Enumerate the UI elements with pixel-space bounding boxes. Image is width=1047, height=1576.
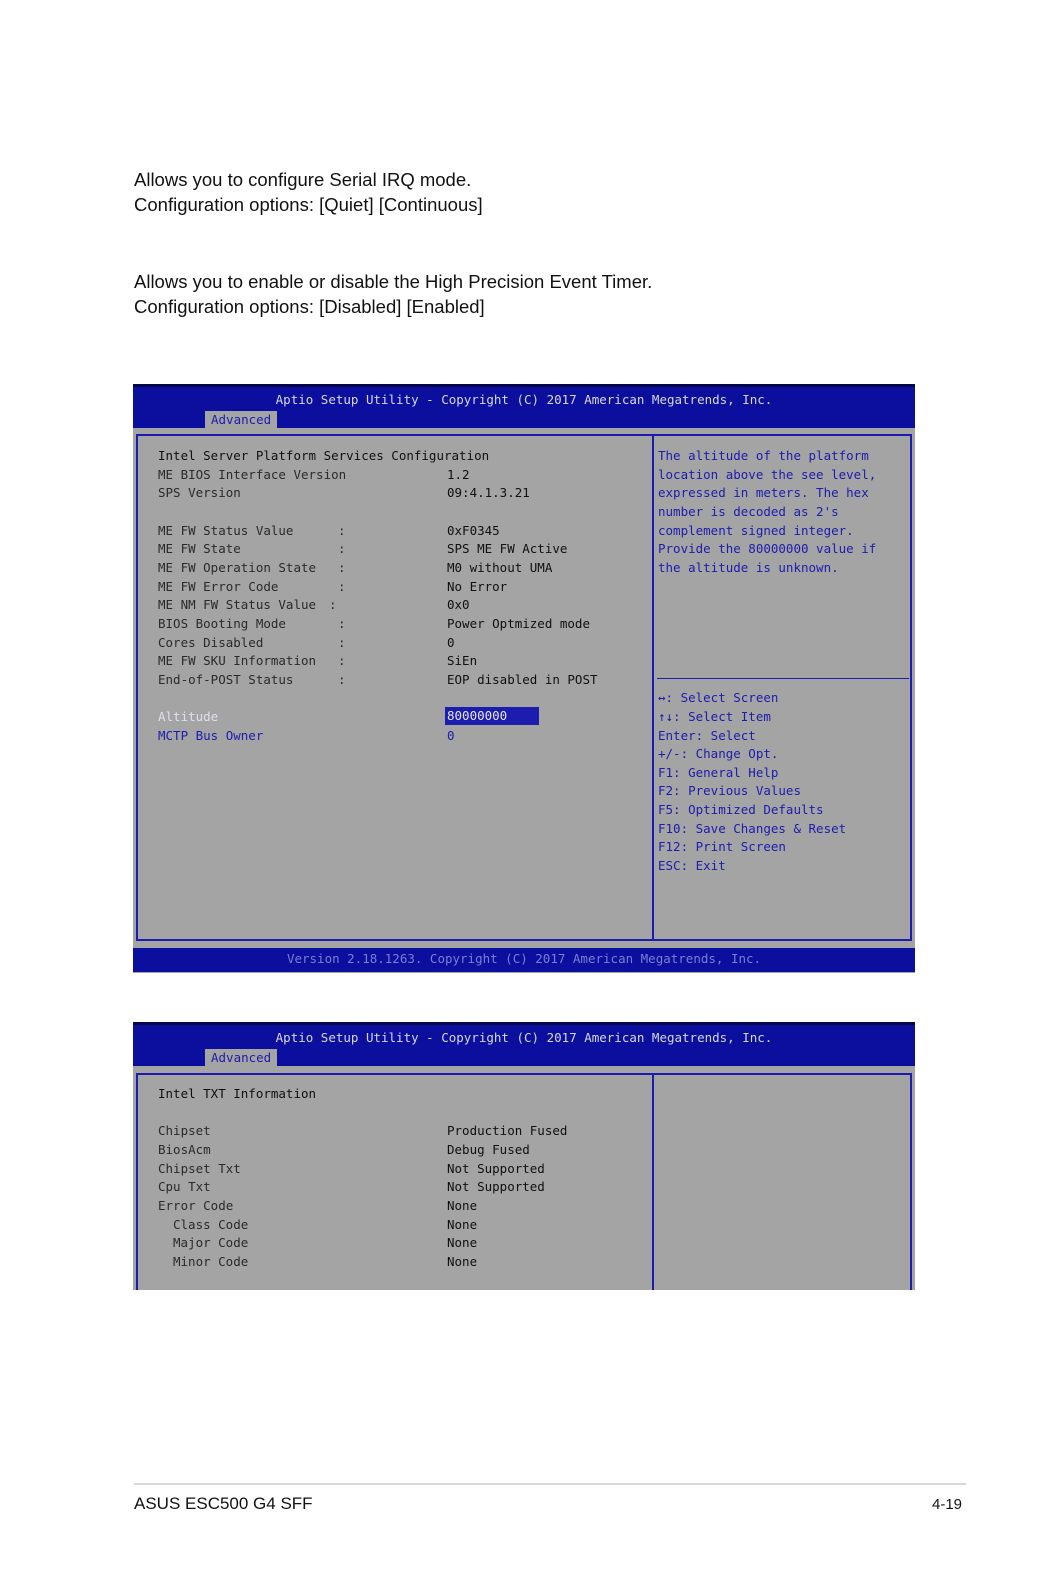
status-label: ME FW State <box>158 541 241 556</box>
key-hint: F12: Print Screen <box>658 839 786 854</box>
status-colon: : <box>338 672 346 687</box>
bios-frame-bottom <box>136 939 912 941</box>
txt-label: Chipset Txt <box>158 1161 241 1176</box>
serirq-options-line: Configuration options: [Quiet] [Continuous] <box>134 194 483 215</box>
status-value: Power Optmized mode <box>447 616 590 631</box>
status-colon: : <box>329 597 337 612</box>
footer-page-number: 4-19 <box>932 1496 963 1513</box>
help-line: the altitude is unknown. <box>658 560 839 575</box>
status-colon: : <box>338 560 346 575</box>
hpet-description <box>134 269 652 319</box>
key-hint: +/-: Change Opt. <box>658 746 779 761</box>
bios-title: Aptio Setup Utility - Copyright (C) 2017 American Megatrends, Inc. <box>275 1030 773 1045</box>
key-hint: F5: Optimized Defaults <box>658 802 824 817</box>
status-colon: : <box>338 541 346 556</box>
help-line: Provide the 80000000 value if <box>658 541 877 556</box>
altitude-input-highlight[interactable]: 80000000 <box>445 707 539 725</box>
key-hint: F1: General Help <box>658 765 779 780</box>
bios-title: Aptio Setup Utility - Copyright (C) 2017 American Megatrends, Inc. <box>275 392 773 407</box>
bios-header-bar <box>133 1022 915 1066</box>
serirq-description <box>134 167 483 217</box>
bios-header-bar <box>133 384 915 428</box>
hpet-options-line: Configuration options: [Disabled] [Enabled] <box>134 296 485 317</box>
txt-value: None <box>447 1254 478 1269</box>
txt-value: Debug Fused <box>447 1142 530 1157</box>
txt-value: Production Fused <box>447 1123 568 1138</box>
txt-label: Class Code <box>173 1217 249 1232</box>
txt-label: Chipset <box>158 1123 211 1138</box>
status-value: SPS ME FW Active <box>447 541 568 556</box>
key-hint: ESC: Exit <box>658 858 726 873</box>
status-colon: : <box>338 635 346 650</box>
key-hint: ↔: Select Screen <box>658 690 779 705</box>
txt-label: BiosAcm <box>158 1142 211 1157</box>
bios-version-footer: Version 2.18.1263. Copyright (C) 2017 American Megatrends, Inc. <box>133 948 915 972</box>
status-label: ME FW Error Code <box>158 579 279 594</box>
status-label: End-of-POST Status <box>158 672 294 687</box>
key-hint: F2: Previous Values <box>658 783 801 798</box>
status-colon: : <box>338 523 346 538</box>
hpet-desc-line1: Allows you to enable or disable the High Precision Event Timer. <box>134 271 653 292</box>
setting-altitude-value[interactable] <box>447 707 539 725</box>
help-line: location above the see level, <box>658 467 877 482</box>
help-line: The altitude of the platform <box>658 448 869 463</box>
status-value: 0xF0345 <box>447 523 500 538</box>
serirq-desc-line1: Allows you to configure Serial IRQ mode. <box>134 169 472 190</box>
status-label: Cores Disabled <box>158 635 264 650</box>
status-label: ME NM FW Status Value <box>158 597 317 612</box>
footer-rule <box>134 1483 966 1485</box>
info-label: ME BIOS Interface Version <box>158 467 347 482</box>
txt-label: Cpu Txt <box>158 1179 211 1194</box>
key-hint: Enter: Select <box>658 728 756 743</box>
info-value: 1.2 <box>447 467 470 482</box>
txt-label: Error Code <box>158 1198 234 1213</box>
bios-screen-sps-config <box>133 384 915 973</box>
status-label: ME FW Operation State <box>158 560 317 575</box>
setting-mctp-bus-owner-value[interactable]: 0 <box>447 728 455 743</box>
txt-label: Minor Code <box>173 1254 249 1269</box>
txt-value: None <box>447 1235 478 1250</box>
setting-altitude-label[interactable]: Altitude <box>158 709 219 724</box>
help-line: complement signed integer. <box>658 523 854 538</box>
status-value: No Error <box>447 579 508 594</box>
status-value: EOP disabled in POST <box>447 672 598 687</box>
bios-pane-divider <box>652 1073 654 1290</box>
txt-value: Not Supported <box>447 1179 545 1194</box>
bios-pane-divider <box>652 434 654 940</box>
setting-mctp-bus-owner-label[interactable]: MCTP Bus Owner <box>158 728 264 743</box>
key-hint: ↑↓: Select Item <box>658 709 771 724</box>
tab-advanced[interactable]: Advanced <box>205 1049 277 1067</box>
status-label: ME FW SKU Information <box>158 653 317 668</box>
status-label: ME FW Status Value <box>158 523 294 538</box>
help-line: number is decoded as 2's <box>658 504 839 519</box>
info-label: SPS Version <box>158 485 241 500</box>
txt-value: None <box>447 1217 478 1232</box>
key-hint: F10: Save Changes & Reset <box>658 821 847 836</box>
info-value: 09:4.1.3.21 <box>447 485 530 500</box>
status-colon: : <box>338 579 346 594</box>
txt-label: Major Code <box>173 1235 249 1250</box>
section-heading: Intel TXT Information <box>158 1086 317 1101</box>
status-value: SiEn <box>447 653 478 668</box>
status-value: M0 without UMA <box>447 560 553 575</box>
status-colon: : <box>338 616 346 631</box>
status-colon: : <box>338 653 346 668</box>
txt-value: None <box>447 1198 478 1213</box>
help-line: expressed in meters. The hex <box>658 485 869 500</box>
footer-product-name: ASUS ESC500 G4 SFF <box>134 1494 313 1513</box>
bios-screen-txt-info <box>133 1022 915 1290</box>
status-value: 0 <box>447 635 455 650</box>
section-heading: Intel Server Platform Services Configuration <box>158 448 490 463</box>
txt-value: Not Supported <box>447 1161 545 1176</box>
tab-advanced[interactable]: Advanced <box>205 411 277 429</box>
status-value: 0x0 <box>447 597 470 612</box>
help-key-separator <box>657 678 909 679</box>
status-label: BIOS Booting Mode <box>158 616 286 631</box>
